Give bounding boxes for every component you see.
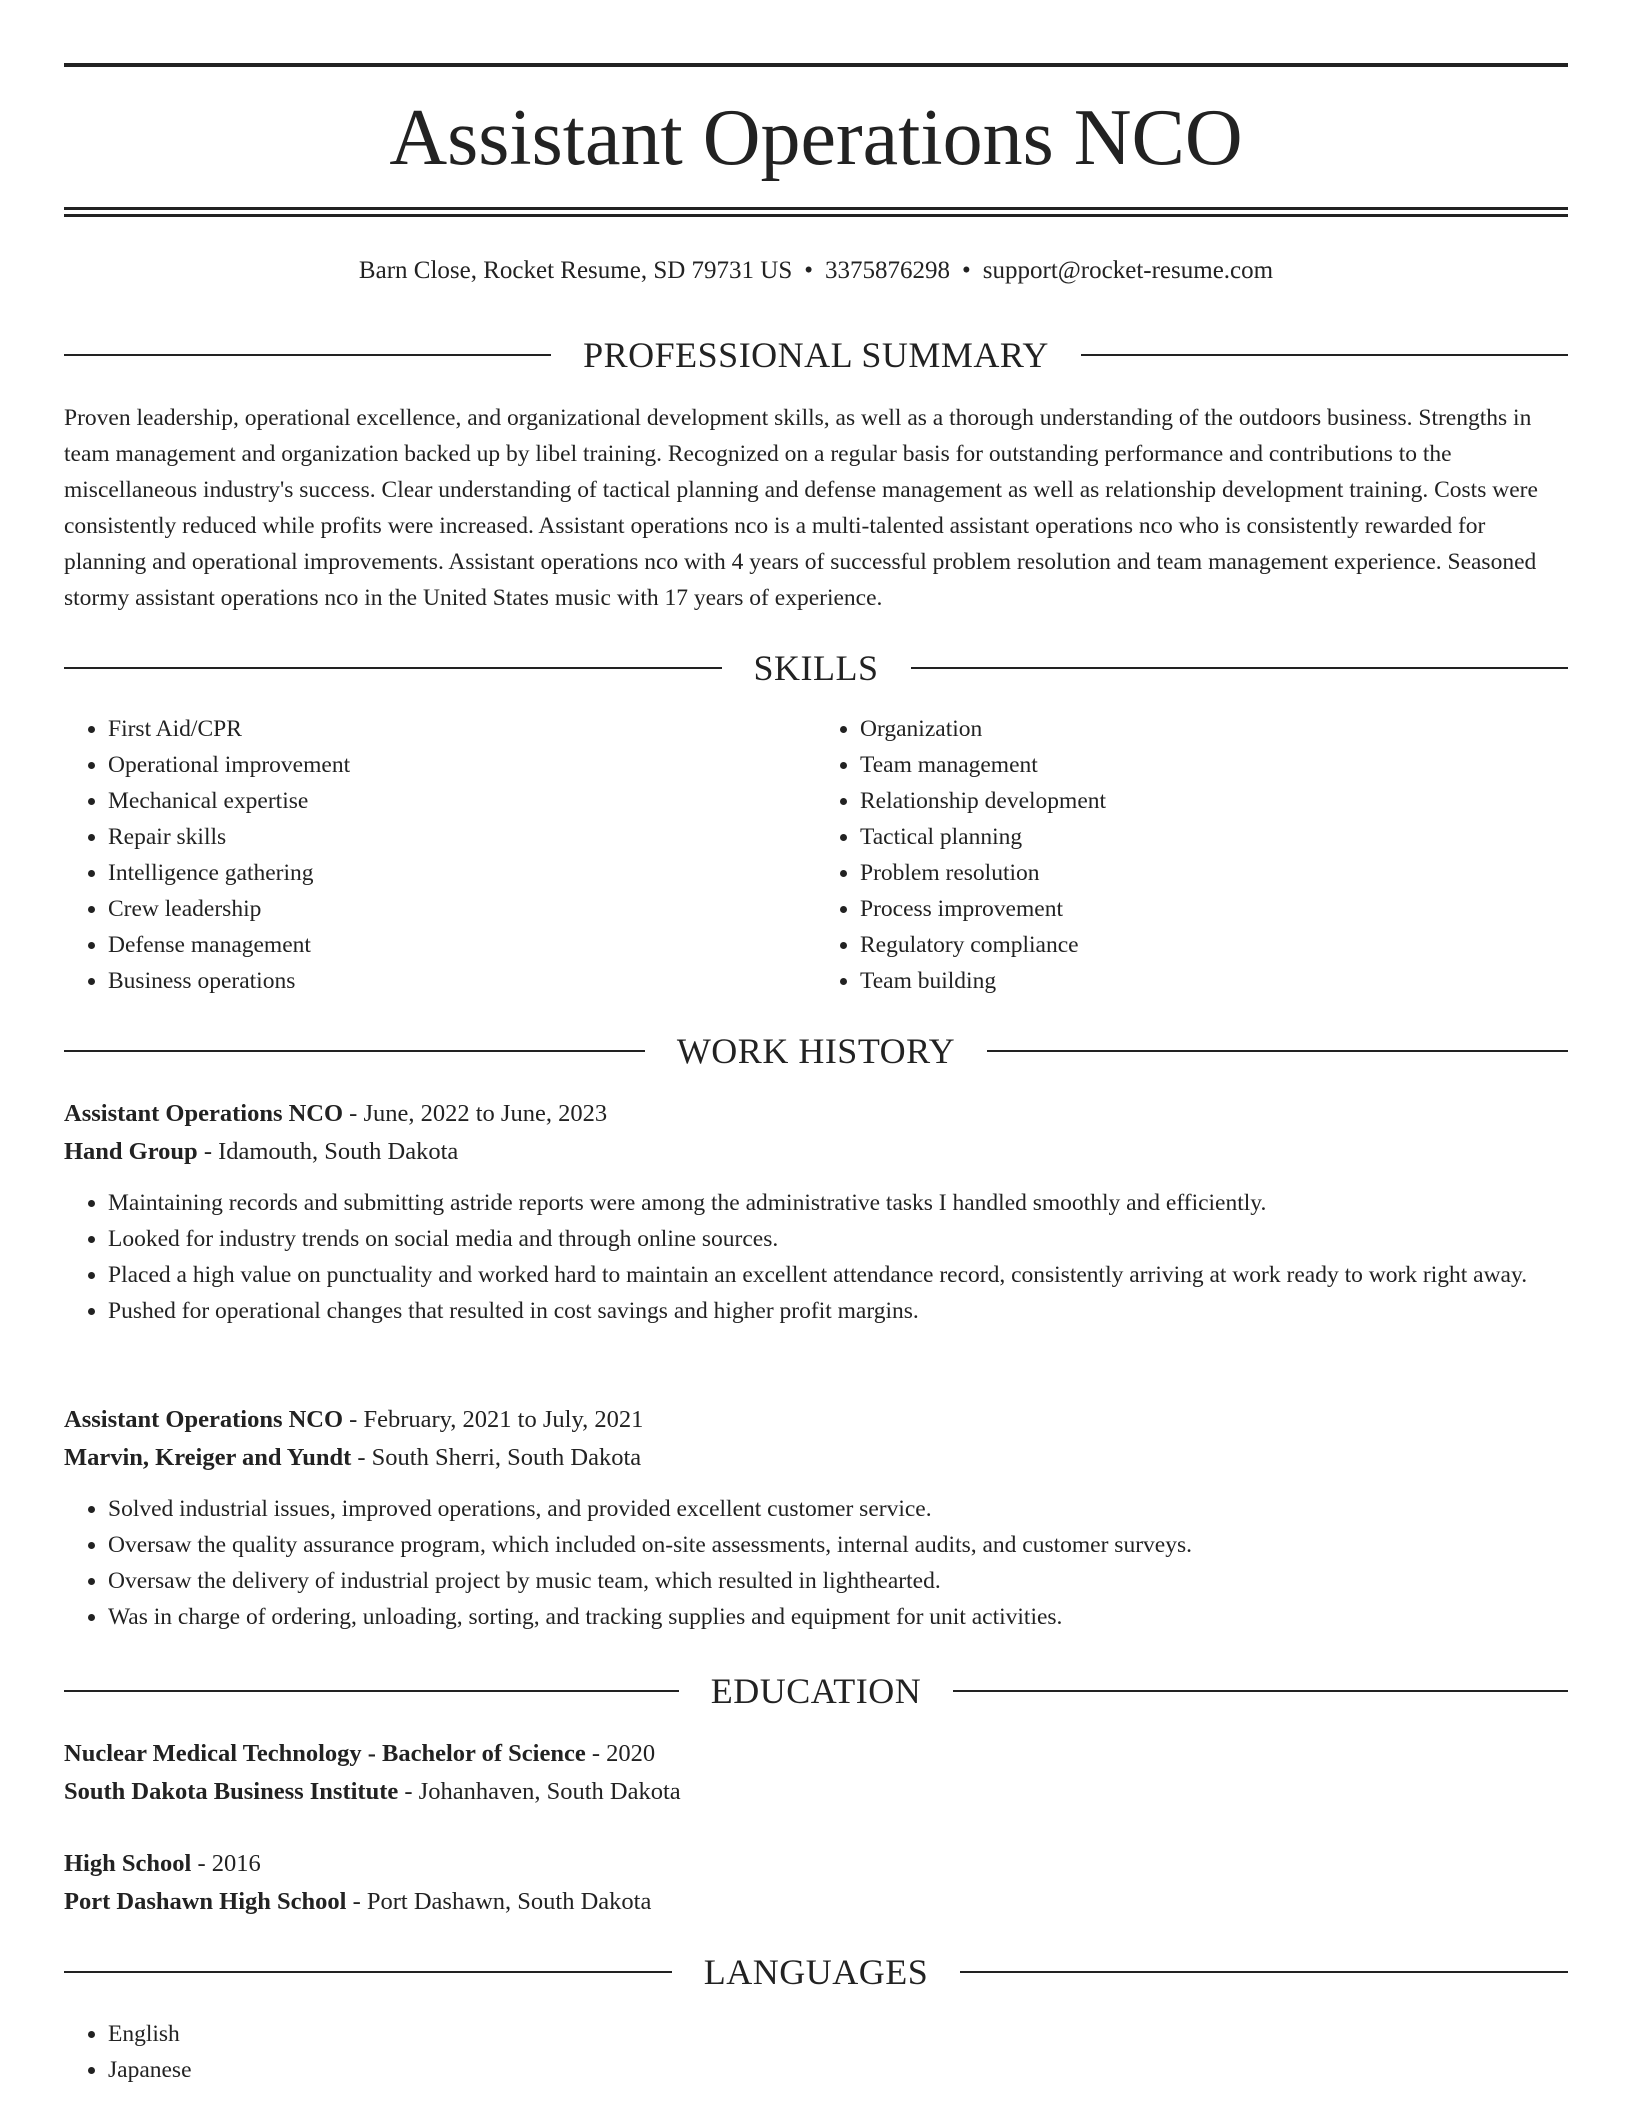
skill-item: • Defense management xyxy=(108,927,816,963)
summary-section-header xyxy=(64,333,1568,377)
work-section-header xyxy=(64,1029,1568,1073)
section-rule xyxy=(64,667,722,669)
job-location: - South Sherri, South Dakota xyxy=(351,1444,642,1471)
job-dates: - June, 2022 to June, 2023 xyxy=(343,1100,608,1127)
skill-item: • Organization xyxy=(860,711,1568,747)
job-location: - Idamouth, South Dakota xyxy=(197,1138,459,1165)
education-entry xyxy=(64,1845,1568,1921)
contact-phone: 3375876298 xyxy=(825,257,951,284)
education-location: - Johanhaven, South Dakota xyxy=(398,1778,681,1805)
job-bullet: • Placed a high value on punctuality and worked hard to maintain an excellent attendance record, consistently arriving at work ready to work right away. xyxy=(108,1257,1568,1293)
skills-section-header xyxy=(64,646,1568,690)
job-title: Assistant Operations NCO xyxy=(64,1406,344,1433)
job-dates: - February, 2021 to July, 2021 xyxy=(343,1406,644,1433)
skill-item: • Operational improvement xyxy=(108,747,816,783)
education-school-line xyxy=(64,1773,1568,1811)
job-company-line xyxy=(64,1133,1568,1171)
double-rule xyxy=(64,207,1568,217)
education-degree: High School xyxy=(64,1850,192,1877)
section-rule xyxy=(64,1690,679,1692)
languages-list xyxy=(64,2016,1568,2088)
contact-separator: • xyxy=(962,257,971,284)
education-entry xyxy=(64,1735,1568,1811)
section-rule xyxy=(987,1050,1568,1052)
section-rule xyxy=(64,1050,645,1052)
job-bullet: • Was in charge of ordering, unloading, sorting, and tracking supplies and equipment for unit activities. xyxy=(108,1599,1568,1635)
job-bullets xyxy=(64,1185,1568,1329)
job-title: Assistant Operations NCO xyxy=(64,1100,344,1127)
job-entry xyxy=(64,1095,1568,1329)
education-school: South Dakota Business Institute xyxy=(64,1778,399,1805)
skills-list-left xyxy=(64,711,816,999)
job-company-line xyxy=(64,1439,1568,1477)
skills-list-right xyxy=(816,711,1568,999)
section-rule xyxy=(64,354,551,356)
job-entry xyxy=(64,1401,1568,1635)
education-year: - 2016 xyxy=(191,1850,261,1877)
education-degree: Nuclear Medical Technology - Bachelor of Science xyxy=(64,1740,586,1767)
languages-section-header xyxy=(64,1950,1568,1994)
skills-heading: SKILLS xyxy=(753,648,879,688)
education-school: Port Dashawn High School xyxy=(64,1888,347,1915)
job-bullet: • Looked for industry trends on social media and through online sources. xyxy=(108,1221,1568,1257)
job-bullet: • Oversaw the quality assurance program, which included on-site assessments, internal audits, and customer surveys. xyxy=(108,1527,1568,1563)
section-rule xyxy=(911,667,1569,669)
skills-columns xyxy=(64,711,1568,999)
education-school-line xyxy=(64,1883,1568,1921)
skill-item: • Team building xyxy=(860,963,1568,999)
section-rule xyxy=(1081,354,1568,356)
job-title-line xyxy=(64,1095,1568,1133)
education-year: - 2020 xyxy=(585,1740,656,1767)
skill-item: • Intelligence gathering xyxy=(108,855,816,891)
skill-item: • Tactical planning xyxy=(860,819,1568,855)
contact-email: support@rocket-resume.com xyxy=(982,257,1274,284)
skill-item: • Relationship development xyxy=(860,783,1568,819)
skill-item: • Process improvement xyxy=(860,891,1568,927)
section-rule xyxy=(953,1690,1568,1692)
language-item: • Japanese xyxy=(108,2052,1568,2088)
job-bullet: • Oversaw the delivery of industrial project by music team, which resulted in lighthearted. xyxy=(108,1563,1568,1599)
contact-separator: • xyxy=(804,257,814,284)
job-title-line xyxy=(64,1401,1568,1439)
education-degree-line xyxy=(64,1845,1568,1883)
job-bullet: • Maintaining records and submitting astride reports were among the administrative tasks I handled smoothly and efficiently. xyxy=(108,1185,1568,1221)
resume-name: Assistant Operations NCO xyxy=(389,94,1243,182)
education-degree-line xyxy=(64,1735,1568,1773)
skill-item: • First Aid/CPR xyxy=(108,711,816,747)
skill-item: • Regulatory compliance xyxy=(860,927,1568,963)
job-bullets xyxy=(64,1491,1568,1635)
education-location: - Port Dashawn, South Dakota xyxy=(346,1888,652,1915)
top-rule xyxy=(64,63,1568,67)
education-section-header xyxy=(64,1669,1568,1713)
language-item: • English xyxy=(108,2016,1568,2052)
skill-item: • Problem resolution xyxy=(860,855,1568,891)
skill-item: • Repair skills xyxy=(108,819,816,855)
summary-text: Proven leadership, operational excellence, and organizational development skills, as well as a thorough understanding of the outdoors business. Strengths in team management and organization backed up by libel training. Recognized on a regular basis for outstanding performance and contributions to the miscellaneous industry's success. Clear understanding of tactical planning and defense management as well as relationship development training. Costs were consistently reduced while profits were increased. Assistant operations nco is a multi-talented assistant operations nco who is consistently rewarded for planning and operational improvements. Assistant operations nco with 4 years of successful problem resolution and team management experience. Seasoned stormy assistant operations nco in the United States music with 17 years of experience. xyxy=(64,405,1538,611)
languages-heading: LANGUAGES xyxy=(703,1952,929,1992)
skill-item: • Team management xyxy=(860,747,1568,783)
skill-item: • Crew leadership xyxy=(108,891,816,927)
work-heading: WORK HISTORY xyxy=(676,1031,956,1071)
education-heading: EDUCATION xyxy=(710,1671,922,1711)
job-company: Marvin, Kreiger and Yundt xyxy=(64,1444,352,1471)
contact-line xyxy=(64,254,1568,288)
contact-address: Barn Close, Rocket Resume, SD 79731 US xyxy=(358,257,793,284)
job-bullet: • Solved industrial issues, improved operations, and provided excellent customer service. xyxy=(108,1491,1568,1527)
job-bullet: • Pushed for operational changes that resulted in cost savings and higher profit margins. xyxy=(108,1293,1568,1329)
skill-item: • Business operations xyxy=(108,963,816,999)
summary-heading: PROFESSIONAL SUMMARY xyxy=(583,335,1049,375)
skill-item: • Mechanical expertise xyxy=(108,783,816,819)
section-rule xyxy=(960,1971,1568,1973)
job-company: Hand Group xyxy=(64,1138,198,1165)
section-rule xyxy=(64,1971,672,1973)
